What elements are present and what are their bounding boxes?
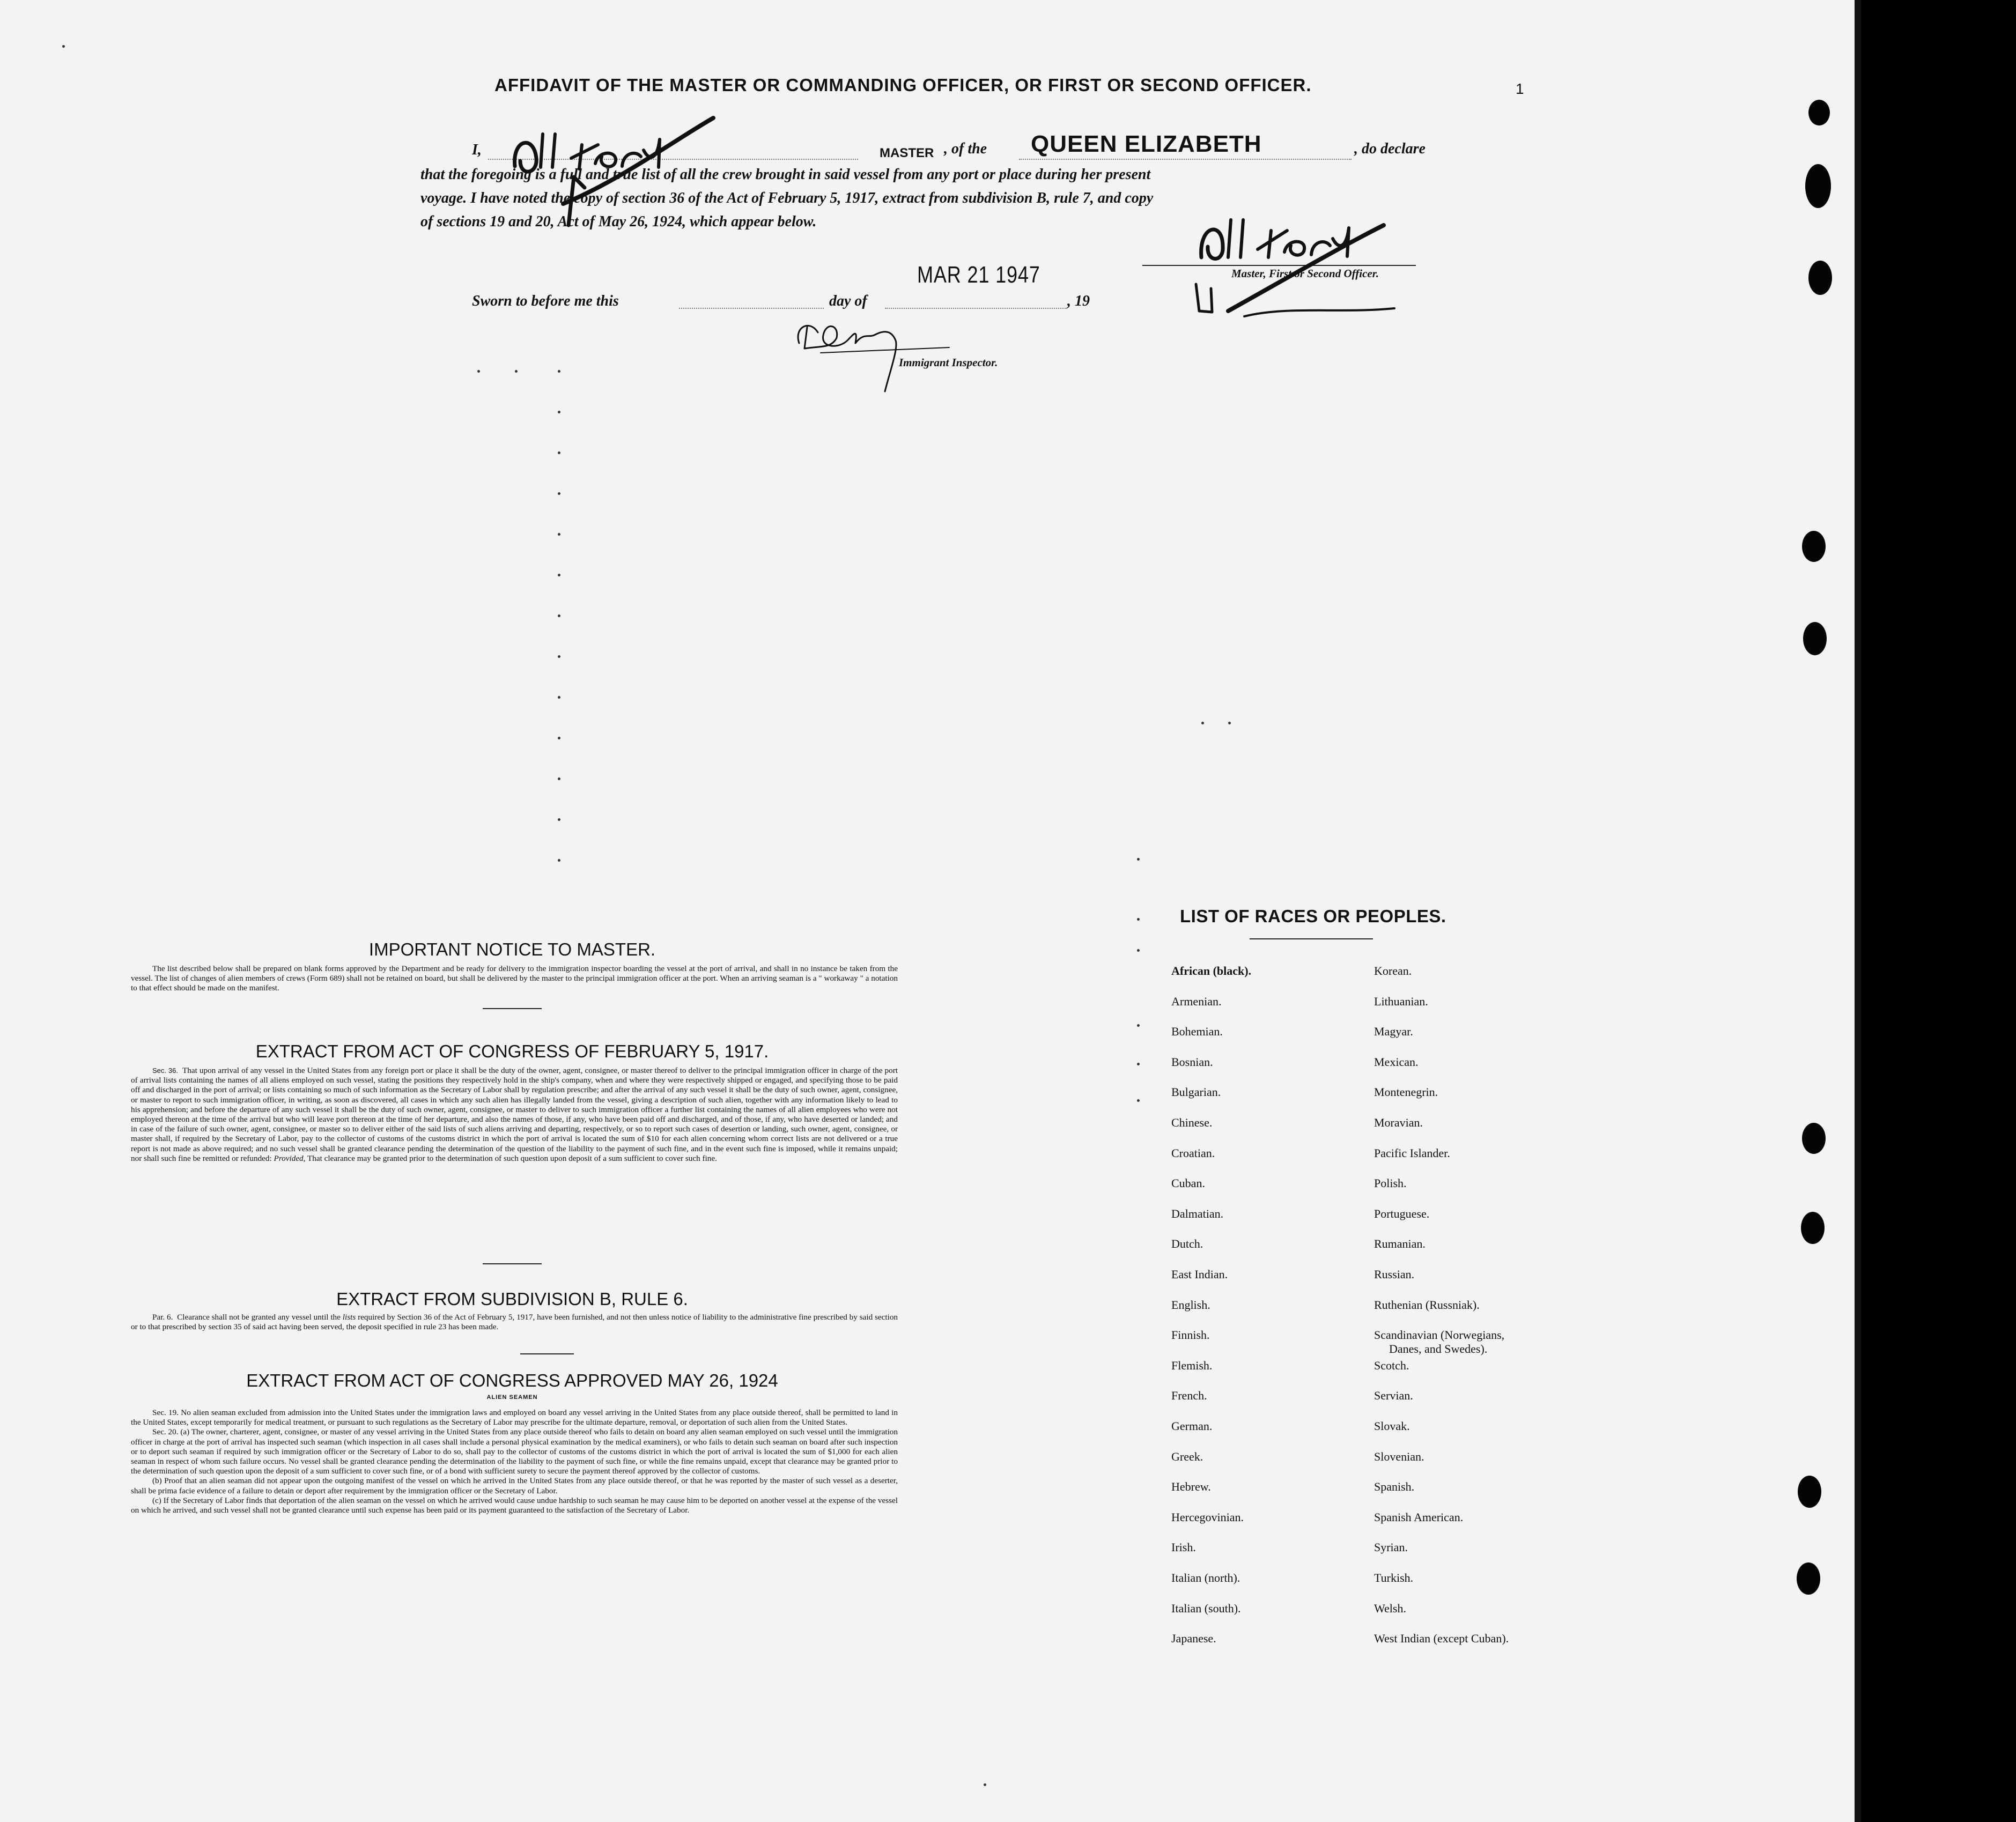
extract-1917-text: That upon arrival of any vessel in the United States from any foreign port or place it shall be the duty of the owner, agent, consignee, or master thereof to deliver to the principal immigration officer in charge of the port of arrival lists containing the names of all aliens employed on such vessel, stating the positions they respectively hold in the ship's company, when and where they were respectively shipped or engaged, and specifying those to be paid off and discharged in the port of arrival; or lists containing so much of such information as the Secretary of Labor shall by regulation prescribe; and after the arrival of any such vessel it shall be the duty of such owner, agent, consignee, or master to report to such immigration officer, in writing, as soon as discovered, all cases in which any such alien has illegally landed from the vessel, giving a description of such alien, together with any information likely to lead to his apprehension; and before the departure of any such vessel it shall be the duty of such owner, agent, consignee, or master to deliver to such immigration officer a further list containing the names of all alien employees who were not employed thereon at the time of the arrival but who will leave port thereon at the time of her departure, and also the names of those, if any, who have been paid off and discharged, and of those, if any, who have deserted or landed; and in case of the failure of such owner, agent, consignee, or master so to deliver either of the said lists of such aliens arriving and departing, respectively, or so to report such cases of desertion or landing, such owner, agent, consignee, or master shall, if required by the Secretary of Labor, pay to the collector of customs of the customs district in which the port of arrival is located the sum of $10 for each alien concerning whom correct lists are not delivered or a true report is not made as above required; and no such vessel shall be granted clearance pending the determination of the question of the liability to the payment of such fine, and in the event such fine is imposed, while it remains unpaid; nor shall such fine be remitted or refunded:	[131, 1066, 898, 1163]
inspector-caption: Immigrant Inspector.	[899, 356, 998, 369]
race-item: Dutch.	[1171, 1237, 1203, 1251]
race-item: Flemish.	[1171, 1358, 1213, 1372]
extract-1917-title: EXTRACT FROM ACT OF CONGRESS OF FEBRUARY 5, 1917.	[255, 1041, 769, 1061]
punch-hole	[1803, 622, 1827, 655]
date-blank-line	[885, 308, 1067, 309]
race-item: Greek.	[1171, 1449, 1203, 1463]
race-item: Scotch.	[1374, 1358, 1409, 1372]
i-label: I,	[472, 142, 482, 158]
punch-hole	[1802, 531, 1826, 562]
race-item: Slovenian.	[1374, 1449, 1424, 1463]
extract-1924-sec20b: (b) Proof that an alien seaman did not appear upon the outgoing manifest of the vessel on which he arrived in the United States from any place outside thereof, or that he was reported by the master of such vessel as a deserter, shall be prima facie evidence of a failure to detain or deport after requirement by the immigration officer or the Secretary of Labor.	[131, 1476, 898, 1495]
punch-hole	[1805, 164, 1831, 208]
speck	[558, 370, 560, 373]
race-item: Bosnian.	[1171, 1055, 1213, 1069]
speck	[558, 737, 560, 739]
extract-1917-sec-label: Sec. 36.	[152, 1066, 179, 1075]
race-item: Portuguese.	[1374, 1206, 1430, 1220]
race-item: Rumanian.	[1374, 1237, 1426, 1251]
race-item: Finnish.	[1171, 1328, 1210, 1342]
affidavit-body-line-1: that the foregoing is a full and true list of all the crew brought in said vessel from any port or place during her present	[420, 166, 1151, 183]
divider	[1250, 938, 1373, 939]
speck	[558, 492, 560, 495]
race-item: Japanese.	[1171, 1632, 1216, 1646]
speck	[558, 655, 560, 658]
race-item: Syrian.	[1374, 1540, 1408, 1554]
race-item: Russian.	[1374, 1268, 1415, 1281]
race-item: Armenian.	[1171, 994, 1222, 1008]
punch-hole	[1808, 261, 1832, 295]
race-item: German.	[1171, 1419, 1213, 1433]
extract-1924-text-block	[131, 1408, 898, 1515]
divider	[483, 1263, 542, 1264]
punch-hole	[1798, 1476, 1821, 1508]
speck	[558, 777, 560, 780]
race-item: East Indian.	[1171, 1268, 1228, 1281]
race-item: Spanish.	[1374, 1480, 1415, 1494]
extract-1924-sec20a: Sec. 20. (a) The owner, charterer, agent, consignee, or master of any vessel arriving in the United States from any place outside thereof who fails to detain on board any alien seaman employed on such vessel until the immigration officer in charge at the port of arrival has inspected such seaman (which inspection in all cases shall include a personal physical examination by the medical examiners), or who fails to detain such seaman on board after such inspection or to deport such seaman if required by such immigration officer or the Secretary of Labor to do so, shall pay to the collector of customs of the customs district in which the port of arrival is located the sum of $1,000 for each alien seaman in respect of whom such failure occurs. No vessel shall be granted clearance pending the determination of the liability to the payment of such fine, or while the fine remains unpaid, except that clearance may be granted prior to the determination of such question upon the deposit of a sum sufficient to cover such fine, or of a bond with sufficient surety to secure the payment thereof approved by the collector of customs.	[131, 1427, 898, 1476]
races-title: LIST OF RACES OR PEOPLES.	[1180, 906, 1446, 926]
extract-1924-sec20c: (c) If the Secretary of Labor finds that deportation of the alien seaman on the vessel on which he arrived would cause undue hardship to such seaman he may cause him to be deported on another vessel at the expense of the vessel on which he arrived, and such vessel shall not be granted clearance until such expense has been paid or its payment guaranteed to the satisfaction of the Secretary of Labor.	[131, 1495, 898, 1515]
race-item: Chinese.	[1171, 1116, 1213, 1129]
extract-1917-provided: Provided,	[274, 1153, 306, 1163]
affidavit-body-line-3: of sections 19 and 20, Act of May 26, 1924, which appear below.	[420, 213, 817, 230]
declare-label: , do declare	[1354, 140, 1426, 157]
punch-hole	[1802, 1123, 1826, 1154]
officer-signature	[1180, 198, 1405, 327]
day-of-label: day of	[829, 293, 867, 309]
race-item: African (black).	[1171, 964, 1252, 977]
race-item: Moravian.	[1374, 1116, 1423, 1129]
speck	[1137, 1024, 1140, 1027]
race-item: Servian.	[1374, 1389, 1413, 1403]
speck	[1228, 722, 1231, 724]
notice-title: IMPORTANT NOTICE TO MASTER.	[368, 939, 656, 959]
speck	[984, 1783, 986, 1786]
speck	[1137, 918, 1140, 921]
race-item: Ruthenian (Russniak).	[1374, 1298, 1480, 1312]
race-item: Dalmatian.	[1171, 1206, 1224, 1220]
speck	[558, 451, 560, 454]
race-item: Hebrew.	[1171, 1480, 1211, 1494]
speck	[1137, 1063, 1140, 1065]
speck	[1137, 858, 1140, 861]
extract-rule6-text-a: Clearance shall not be granted any vessel until the	[177, 1313, 341, 1322]
vessel-blank-line	[1019, 159, 1352, 160]
race-item: Korean.	[1374, 964, 1412, 977]
notice-text-block	[131, 964, 898, 994]
extract-1917-text-block	[131, 1066, 898, 1164]
vessel-name: QUEEN ELIZABETH	[1031, 131, 1262, 157]
extract-1917-text-end: That clearance may be granted prior to the determination of such question upon deposit of a sum sufficient to cover such fine.	[307, 1153, 717, 1163]
race-item: Croatian.	[1171, 1146, 1215, 1160]
divider	[483, 1008, 542, 1009]
race-item: Turkish.	[1374, 1571, 1414, 1584]
speck	[477, 370, 480, 373]
officer-caption: Master, First or Second Officer.	[1231, 267, 1379, 280]
extract-rule6-par-label: Par. 6.	[152, 1313, 173, 1322]
page-mark: 1	[1516, 80, 1524, 97]
affidavit-heading: AFFIDAVIT OF THE MASTER OR COMMANDING OFFICER, OR FIRST OR SECOND OFFICER.	[494, 75, 1312, 95]
race-item: Montenegrin.	[1374, 1085, 1438, 1099]
race-item: Welsh.	[1374, 1601, 1406, 1615]
of-the-label: , of the	[944, 140, 987, 157]
speck	[62, 45, 65, 48]
date-stamp: MAR 21 1947	[917, 262, 1040, 288]
speck	[1137, 1099, 1140, 1102]
year-prefix: , 19	[1067, 293, 1090, 309]
race-item: Polish.	[1374, 1176, 1407, 1190]
extract-1924-title: EXTRACT FROM ACT OF CONGRESS APPROVED MAY 26, 1924	[246, 1371, 778, 1390]
punch-hole	[1801, 1212, 1825, 1244]
right-edge-border	[1855, 0, 1861, 1822]
race-item: Magyar.	[1374, 1025, 1413, 1039]
race-item: Bulgarian.	[1171, 1085, 1221, 1099]
extract-rule6-text-block	[131, 1313, 898, 1332]
race-item: Italian (north).	[1171, 1571, 1240, 1584]
speck	[558, 614, 560, 617]
extract-rule6-title: EXTRACT FROM SUBDIVISION B, RULE 6.	[336, 1289, 688, 1309]
punch-hole	[1808, 100, 1830, 125]
sworn-blank-line	[679, 308, 824, 309]
race-item: Lithuanian.	[1374, 994, 1428, 1008]
affidavit-body-line-2: voyage. I have noted the copy of section 36 of the Act of February 5, 1917, extract from subdivision B, rule 7, and copy	[420, 190, 1154, 206]
speck	[558, 696, 560, 699]
extract-1924-sec19: Sec. 19. No alien seaman excluded from admission into the United States under the immigration laws and employed on board any vessel arriving in the United States from any place outside thereof, shall be permitted to land in the United States, except temporarily for medical treatment, or pursuant to such regulations as the Secretary of Labor may prescribe for the ultimate departure, removal, or deportation of such alien from the United States.	[131, 1408, 898, 1427]
race-item: Mexican.	[1374, 1055, 1419, 1069]
speck	[558, 533, 560, 536]
speck	[558, 859, 560, 862]
race-item: West Indian (except Cuban).	[1374, 1632, 1509, 1646]
race-item: Scandinavian (Norwegians,	[1374, 1328, 1505, 1342]
race-item: Pacific Islander.	[1374, 1146, 1450, 1160]
race-item: Slovak.	[1374, 1419, 1410, 1433]
speck	[558, 818, 560, 821]
speck	[558, 574, 560, 576]
punch-hole	[1797, 1562, 1820, 1595]
speck	[515, 370, 518, 373]
speck	[558, 411, 560, 413]
race-item: Italian (south).	[1171, 1601, 1241, 1615]
sworn-label: Sworn to before me this	[472, 293, 619, 309]
race-item: French.	[1171, 1389, 1207, 1403]
race-item: Cuban.	[1171, 1176, 1205, 1190]
extract-rule6-text-b: required by Section 36 of the Act of February 5, 1917, have been furnished, and not then unless notice of liability to the administrative fine prescribed by said section or to that prescribed by section 35 of said act having been served, the deposit specified in rule 23 has been made.	[131, 1313, 898, 1332]
master-signature-top	[483, 107, 735, 247]
race-item: Spanish American.	[1374, 1510, 1464, 1524]
race-item: English.	[1171, 1298, 1210, 1312]
divider	[520, 1353, 574, 1354]
extract-1924-subtitle: ALIEN SEAMEN	[486, 1394, 538, 1401]
notice-text: The list described below shall be prepared on blank forms approved by the Department and be ready for delivery to the immigration inspector boarding the vessel at the port of arrival, and shall in no instance be taken from the vessel. The list of changes of alien members of crews (Form 689) shall not be retained on board, but shall be delivered by the master to the principal immigration officer at the port. When an arriving seaman is a " workaway " a notation to that effect should be made on the manifest.	[131, 964, 898, 993]
race-item: Bohemian.	[1171, 1025, 1223, 1039]
race-item: Irish.	[1171, 1540, 1196, 1554]
race-item: Hercegovinian.	[1171, 1510, 1244, 1524]
extract-rule6-lists: lists	[342, 1313, 356, 1322]
speck	[1137, 949, 1140, 952]
speck	[1201, 722, 1204, 724]
race-item: Danes, and Swedes).	[1389, 1342, 1488, 1356]
master-label: MASTER	[880, 146, 934, 160]
